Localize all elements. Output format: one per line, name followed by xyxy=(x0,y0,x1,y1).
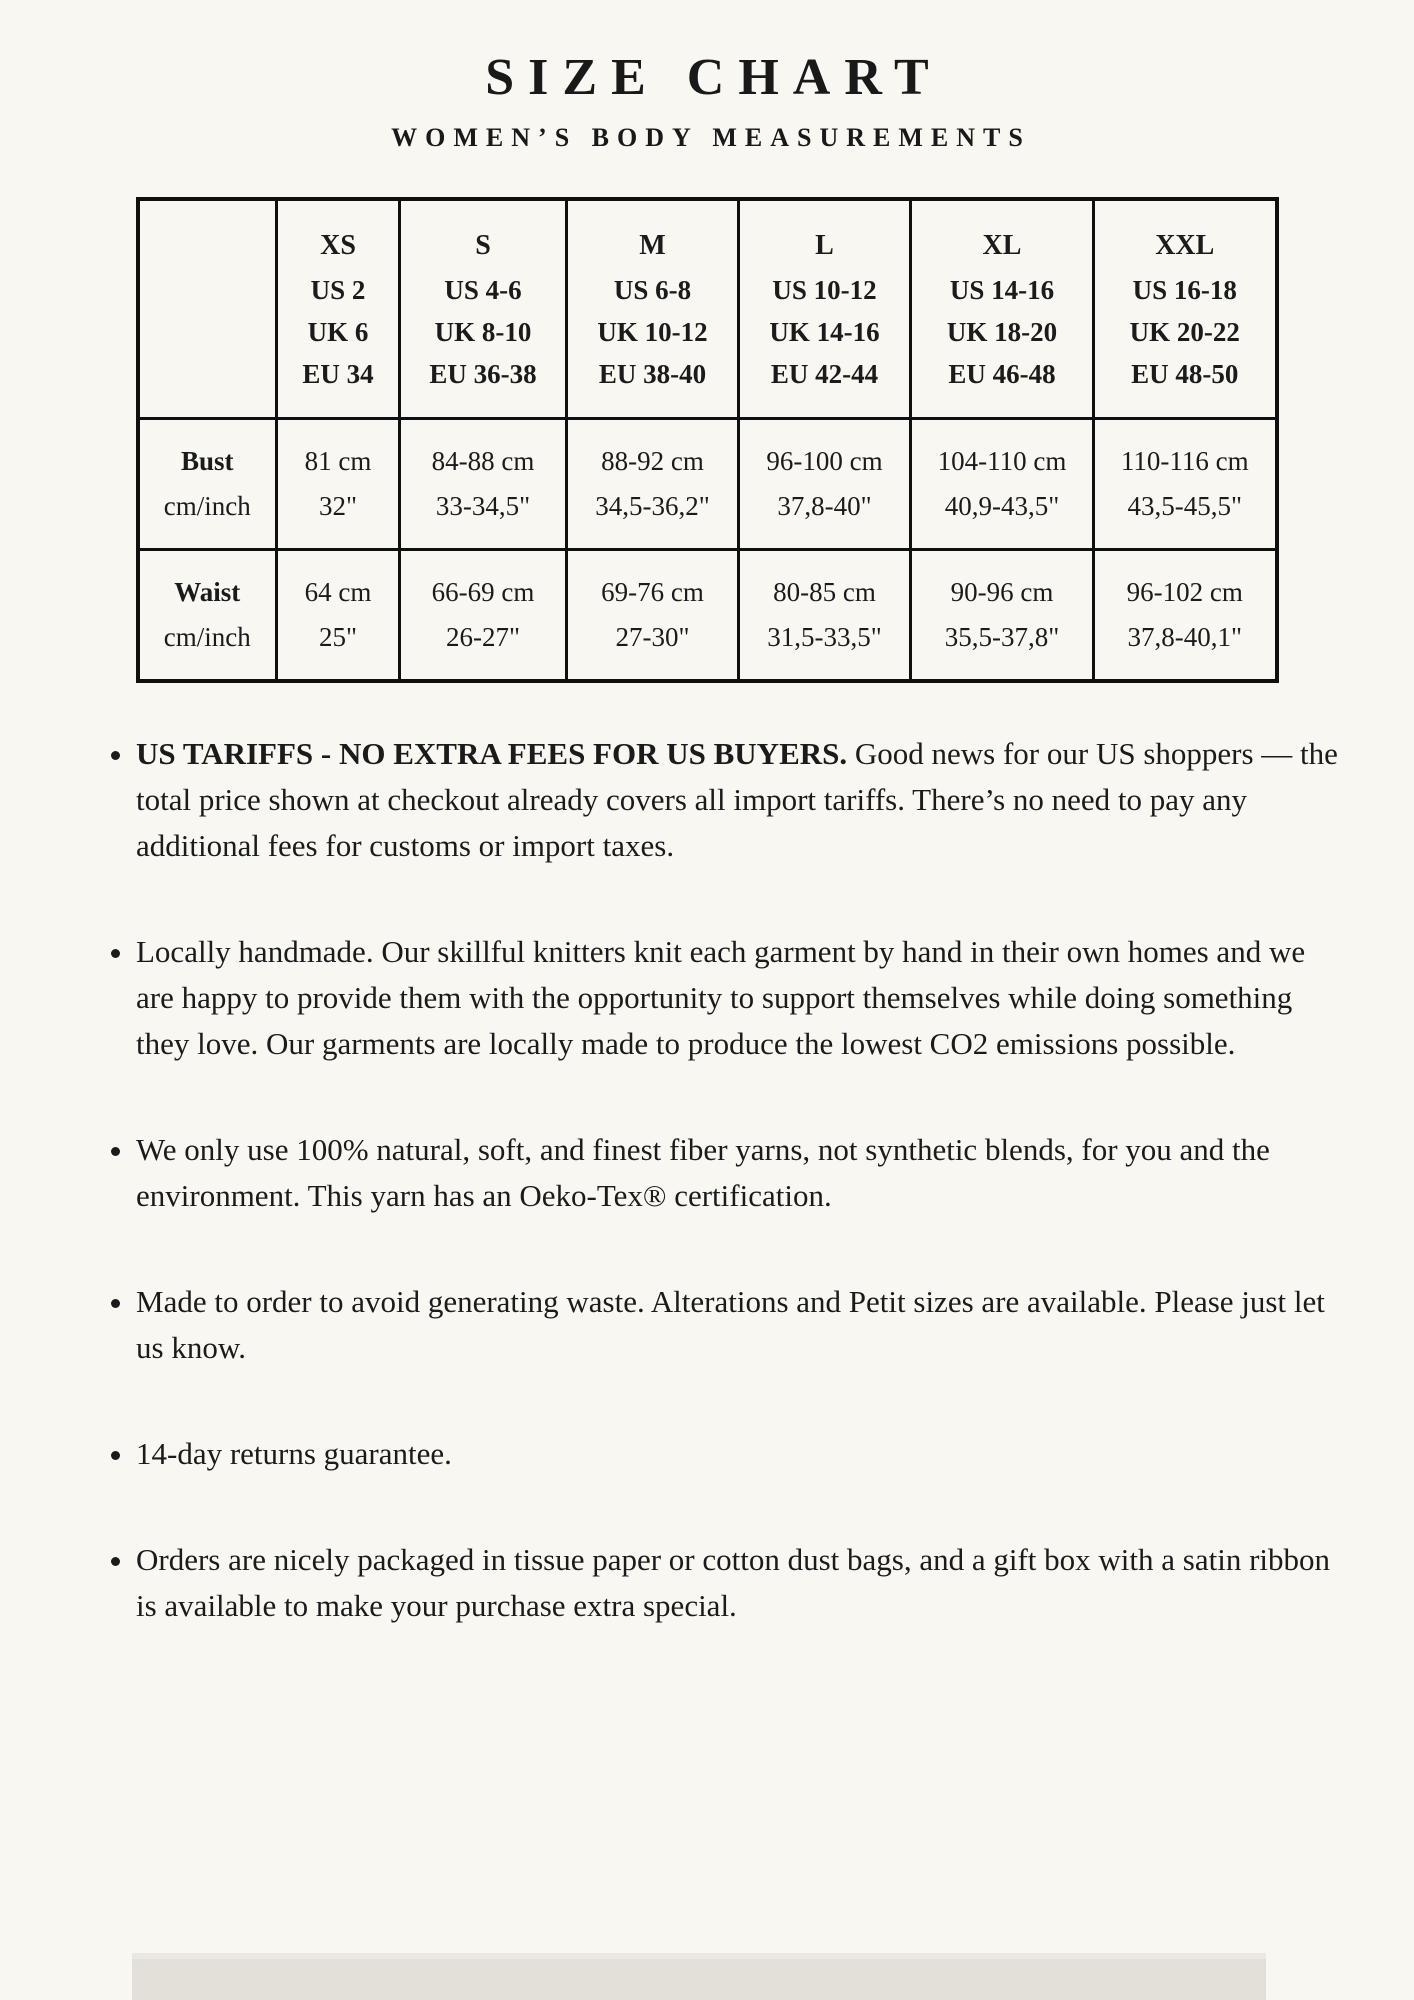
eu-size: EU 38-40 xyxy=(598,359,707,389)
uk-size: UK 14-16 xyxy=(769,317,880,347)
size-label: XS xyxy=(320,230,356,261)
size-label: XXL xyxy=(1155,230,1215,261)
inch-value: 31,5-33,5" xyxy=(767,622,882,652)
waist-cell-l xyxy=(739,550,911,682)
list-item-natural-yarns xyxy=(136,1127,1350,1219)
size-col-m xyxy=(567,199,739,419)
size-label: M xyxy=(639,230,666,261)
inch-value: 32" xyxy=(318,491,358,521)
size-col-s xyxy=(400,199,567,419)
size-col-l xyxy=(739,199,911,419)
page-subtitle: WOMEN’S BODY MEASUREMENTS xyxy=(391,123,1031,152)
table-row-waist xyxy=(138,550,1277,682)
table-row-bust xyxy=(138,419,1277,550)
corner-cell xyxy=(138,199,277,419)
cm-value: 110-116 cm xyxy=(1120,446,1249,476)
measure-name: Waist xyxy=(174,577,241,607)
measure-unit: cm/inch xyxy=(163,622,251,652)
uk-size: UK 8-10 xyxy=(434,317,532,347)
us-size: US 6-8 xyxy=(613,275,692,305)
waist-cell-m xyxy=(567,550,739,682)
list-item-text: 14-day returns guarantee. xyxy=(136,1436,452,1471)
page-title: SIZE CHART xyxy=(485,49,943,106)
us-size: US 14-16 xyxy=(949,275,1055,305)
size-table-header-row xyxy=(138,199,1277,419)
waist-cell-xxl xyxy=(1094,550,1277,682)
bust-cell-l xyxy=(739,419,911,550)
inch-value: 34,5-36,2" xyxy=(595,491,710,521)
bust-cell-m xyxy=(567,419,739,550)
bust-cell-s xyxy=(400,419,567,550)
list-item-packaging xyxy=(136,1537,1350,1629)
list-item-returns xyxy=(136,1431,1350,1477)
us-size: US 2 xyxy=(310,275,366,305)
list-item-text: Good news for our US shoppers — the total price shown at checkout already covers all import tariffs. There’s no need to pay any additional fees for customs or import taxes. xyxy=(136,736,1338,863)
cm-value: 81 cm xyxy=(304,446,372,476)
uk-size: UK 20-22 xyxy=(1129,317,1240,347)
inch-value: 27-30" xyxy=(615,622,690,652)
us-size: US 10-12 xyxy=(772,275,877,305)
us-size: US 16-18 xyxy=(1132,275,1237,305)
waist-cell-s xyxy=(400,550,567,682)
list-item-made-to-order xyxy=(136,1279,1350,1371)
cm-value: 69-76 cm xyxy=(601,577,704,607)
inch-value: 43,5-45,5" xyxy=(1127,491,1242,521)
inch-value: 33-34,5" xyxy=(435,491,531,521)
size-table xyxy=(136,197,1279,683)
size-label: S xyxy=(475,230,491,261)
inch-value: 37,8-40,1" xyxy=(1127,622,1242,652)
list-item-lead: US TARIFFS - NO EXTRA FEES FOR US BUYERS. xyxy=(136,736,848,771)
measure-name: Bust xyxy=(180,446,234,476)
list-item-text: Orders are nicely packaged in tissue paper or cotton dust bags, and a gift box with a satin ribbon is available to make your purchase extra special. xyxy=(136,1542,1331,1623)
inch-value: 25" xyxy=(318,622,358,652)
list-item-text: We only use 100% natural, soft, and finest fiber yarns, not synthetic blends, for you and the environment. This yarn has an Oeko-Tex® certification. xyxy=(136,1132,1270,1213)
cm-value: 96-100 cm xyxy=(766,446,883,476)
size-label: L xyxy=(815,230,834,261)
info-list xyxy=(100,731,1350,1629)
list-item-locally-handmade xyxy=(136,929,1350,1067)
list-item-text: Locally handmade. Our skillful knitters knit each garment by hand in their own homes and we are happy to provide them with the opportunity to support themselves while doing something they love. Our garments are locally made to produce the lowest CO2 emissions possible. xyxy=(136,934,1306,1061)
row-label-bust xyxy=(138,419,277,550)
cm-value: 104-110 cm xyxy=(937,446,1067,476)
inch-value: 40,9-43,5" xyxy=(944,491,1060,521)
uk-size: UK 6 xyxy=(307,317,369,347)
size-col-xs xyxy=(277,199,400,419)
measure-unit: cm/inch xyxy=(163,491,251,521)
inch-value: 26-27" xyxy=(445,622,520,652)
eu-size: EU 42-44 xyxy=(770,359,879,389)
size-col-xl xyxy=(911,199,1094,419)
cm-value: 88-92 cm xyxy=(601,446,704,476)
cm-value: 90-96 cm xyxy=(950,577,1054,607)
row-label-waist xyxy=(138,550,277,682)
cm-value: 80-85 cm xyxy=(773,577,876,607)
eu-size: EU 46-48 xyxy=(948,359,1056,389)
eu-size: EU 48-50 xyxy=(1131,359,1239,389)
waist-cell-xl xyxy=(911,550,1094,682)
inch-value: 35,5-37,8" xyxy=(944,622,1060,652)
uk-size: UK 18-20 xyxy=(946,317,1058,347)
cm-value: 64 cm xyxy=(304,577,372,607)
list-item-text: Made to order to avoid generating waste. Alterations and Petit sizes are available. Please just let us know. xyxy=(136,1284,1325,1365)
cm-value: 66-69 cm xyxy=(431,577,535,607)
size-label: XL xyxy=(982,230,1022,261)
bust-cell-xl xyxy=(911,419,1094,550)
size-col-xxl xyxy=(1094,199,1277,419)
cm-value: 84-88 cm xyxy=(431,446,535,476)
eu-size: EU 36-38 xyxy=(429,359,537,389)
footer-image-strip xyxy=(132,1953,1266,2000)
waist-cell-xs xyxy=(277,550,400,682)
inch-value: 37,8-40" xyxy=(777,491,872,521)
bust-cell-xs xyxy=(277,419,400,550)
list-item-us-tariffs xyxy=(136,731,1350,869)
bust-cell-xxl xyxy=(1094,419,1277,550)
uk-size: UK 10-12 xyxy=(597,317,708,347)
us-size: US 4-6 xyxy=(444,275,522,305)
cm-value: 96-102 cm xyxy=(1126,577,1243,607)
eu-size: EU 34 xyxy=(302,359,374,389)
